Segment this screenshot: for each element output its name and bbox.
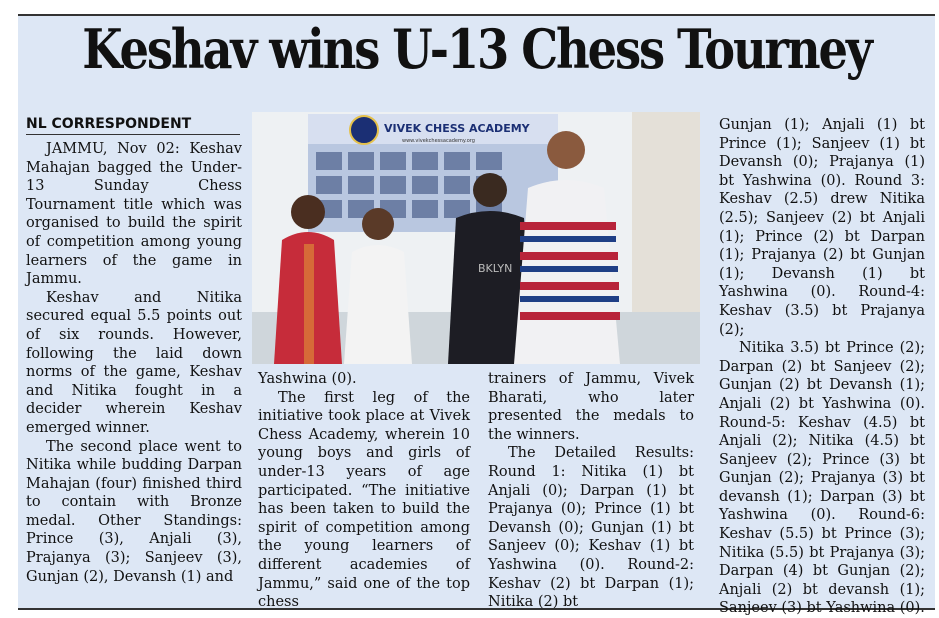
byline: NL CORRESPONDENT bbox=[26, 116, 240, 135]
paragraph: JAMMU, Nov 02: Keshav Mahajan bagged the Under-13 Sunday Chess Tournament title which was organised to build the spirit of competition among young learners of the game in Jammu. bbox=[26, 141, 242, 288]
paragraph: Yashwina (0). bbox=[258, 371, 357, 387]
shirt-text: BKLYN bbox=[478, 262, 513, 275]
column-2 bbox=[258, 370, 470, 612]
paragraph: The Detailed Results: Round 1: Nitika (1) bt Anjali (0); Darpan (1) bt Prajanya (0); Prince (1) bt Devansh (0); Gunjan (1) bt Sanjeev (0); Keshav (1) bt Yashwina (0). Round-2: Keshav (2) bt Darpan (1); Nitika (2) bt bbox=[488, 445, 694, 611]
headline: Keshav wins U-13 Chess Tourney bbox=[82, 17, 871, 81]
banner-text: VIVEK CHESS ACADEMY bbox=[384, 122, 530, 135]
column-3 bbox=[488, 370, 694, 612]
paragraph: Gunjan (1); Anjali (1) bt Prince (1); Sanjeev (1) bt Devansh (0); Prajanya (1) bt Yashwina (0). Round 3: Keshav (2.5) drew Nitika (2.5); Sanjeev (2) bt Anjali (1); Prince (2) bt Darpan (1); Prajanya (2) bt Gunjan (1); Devansh (1) bt Yashwina (0). Round-4: Keshav (3.5) bt Prajanya (2); bbox=[719, 117, 925, 338]
column-1 bbox=[26, 140, 242, 586]
banner-small-text: www.vivekchessacademy.org bbox=[402, 138, 475, 144]
paragraph: Nitika 3.5) bt Prince (2); Darpan (2) bt Sanjeev (2); Gunjan (2) bt Devansh (1); Anjali (2) bt Yashwina (0). Round-5: Keshav (4.5) bt Anjali (2); Nitika (4.5) bt Sanjeev (2); Prince (3) bt Gunjan (2); Prajanya (3) bt devansh (1); Darpan (3) bt Yashwina (0). Round-6: Keshav (5.5) bt Prince (3); Nitika (5.5) bt Prajanya (3); Darpan (4) bt Gunjan (2); Anjali (2) bt devansh (1); Sanjeev (3) bt Yashwina (0). bbox=[719, 340, 925, 617]
paragraph: The first leg of the initiative took place at Vivek Chess Academy, wherein 10 young boys and girls of under-13 years of age participated. “The initiative has been taken to build the spirit of competition among the young learners of different academies of Jammu,” said one of the top chess bbox=[258, 389, 470, 611]
photo-illustration bbox=[252, 112, 700, 364]
paragraph: The second place went to Nitika while budding Darpan Mahajan (four) finished third to contain with Bronze medal. Other Standings: Prince (3), Anjali (3), Prajanya (3); Sanjeev (3), Gunjan (2), Devansh (1) and bbox=[26, 438, 242, 585]
article-photo bbox=[252, 112, 700, 364]
newspaper-clipping bbox=[18, 14, 935, 617]
paragraph: Keshav and Nitika secured equal 5.5 points out of six rounds. However, following the laid down norms of the game, Keshav and Nitika fought in a decider wherein Keshav emerged winner. bbox=[26, 289, 242, 436]
column-4 bbox=[719, 116, 925, 618]
paragraph: trainers of Jammu, Vivek Bharati, who later presented the medals to the winners. bbox=[488, 371, 694, 443]
